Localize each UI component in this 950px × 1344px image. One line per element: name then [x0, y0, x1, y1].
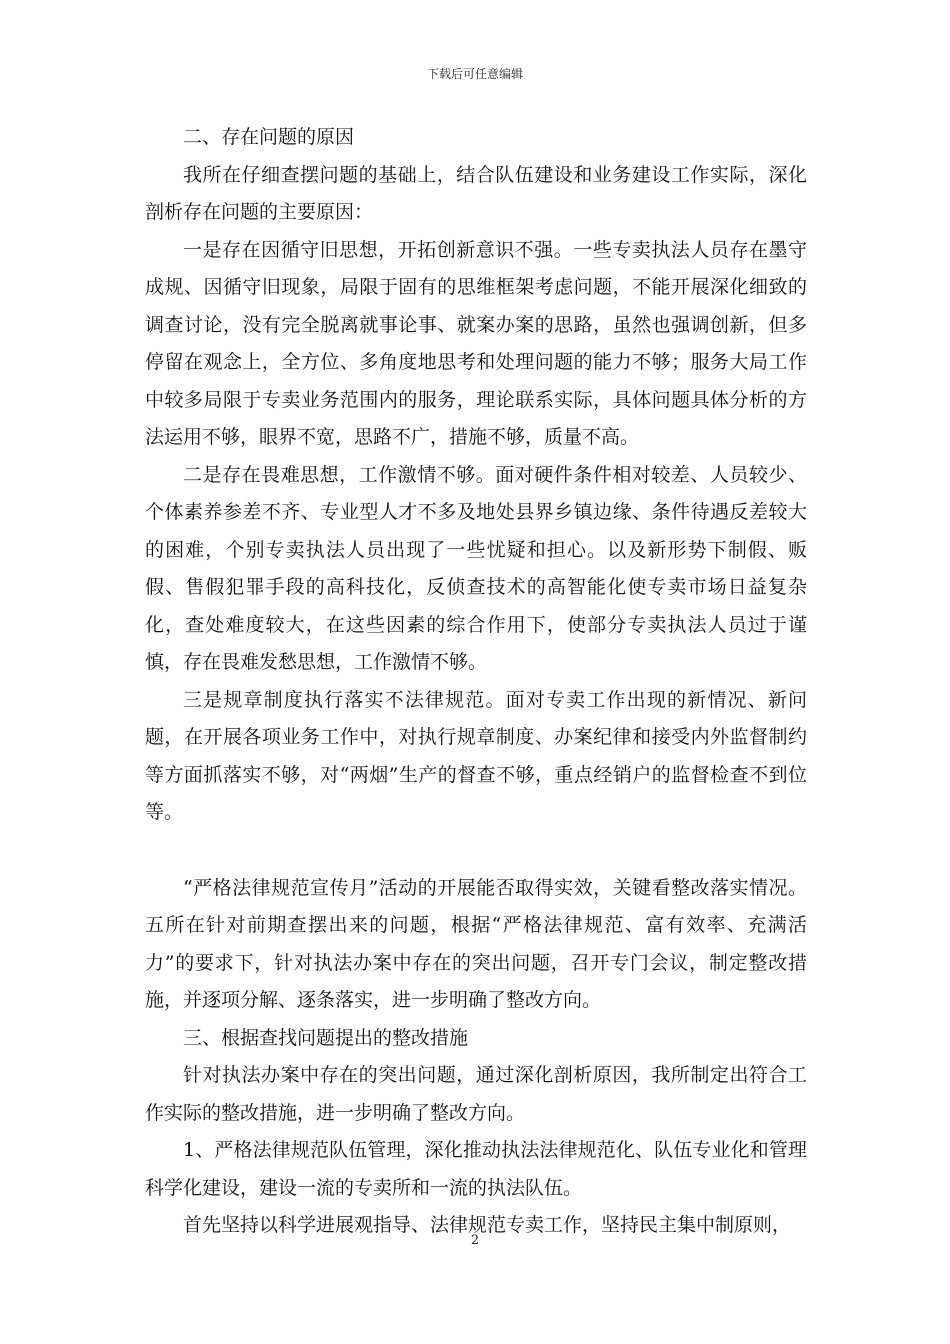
measure-1-detail-paragraph: 首先坚持以科学进展观指导、法律规范专卖工作，坚持民主集中制原则， [183, 1214, 792, 1236]
section-2-heading: 二、存在问题的原因 [183, 126, 355, 148]
reason-2-paragraph: 二是存在畏难思想，工作激情不够。面对硬件条件相对较差、人员较少、个体素养参差不齐、专业型人才不多及地处县界乡镇边缘、条件待遇反差较大的困难，个别专卖执法人员出现了一些忧疑和担心。以及新形势下制假、贩假、售假犯罪手段的高科技化，反侦查技术的高智能化使专卖市场日益复杂化，查处难度较大，在这些因素的综合作用下，使部分专卖执法人员过于谨慎，存在畏难发愁思想，工作激情不够。 [145, 463, 807, 673]
section-3-heading: 三、根据查找问题提出的整改措施 [183, 1026, 469, 1049]
transition-paragraph: “严格法律规范宣传月”活动的开展能否取得实效，关键看整改落实情况。五所在针对前期查摆出来的问题，根据“严格法律规范、富有效率、充满活力”的要求下，针对执法办案中存在的突出问题，召开专门会议，制定整改措施，并逐项分解、逐条落实，进一步明确了整改方向。 [145, 876, 807, 1011]
reason-1-paragraph: 一是存在因循守旧思想，开拓创新意识不强。一些专卖执法人员存在墨守成规、因循守旧现象，局限于固有的思维框架考虑问题，不能开展深化细致的调查讨论，没有完全脱离就事论事、就案办案的思路，虽然也强调创新，但多停留在观念上，全方位、多角度地思考和处理问题的能力不够；服务大局工作中较多局限于专卖业务范围内的服务，理论联系实际，具体问题具体分析的方法运用不够，眼界不宽，思路不广，措施不够，质量不高。 [145, 238, 807, 448]
paragraph-gap [145, 832, 807, 870]
section-2-intro: 我所在仔细查摆问题的基础上，结合队伍建设和业务建设工作实际，深化剖析存在问题的主要原因： [145, 163, 807, 223]
section-3-intro: 针对执法办案中存在的突出问题，通过深化剖析原因，我所制定出符合工作实际的整改措施，进一步明确了整改方向。 [145, 1064, 807, 1124]
reason-3-paragraph: 三是规章制度执行落实不法律规范。面对专卖工作出现的新情况、新问题，在开展各项业务工作中，对执行规章制度、办案纪律和接受内外监督制约等方面抓落实不够，对“两烟”生产的督查不够，重点经销户的监督检查不到位等。 [145, 688, 807, 823]
page-number: 2 [470, 1233, 480, 1248]
measure-1-paragraph: 1、严格法律规范队伍管理，深化推动执法法律规范化、队伍专业化和管理科学化建设，建设一流的专卖所和一流的执法队伍。 [145, 1139, 807, 1199]
document-body [145, 119, 807, 1245]
page-header: 下载后可任意编辑 [426, 67, 523, 81]
